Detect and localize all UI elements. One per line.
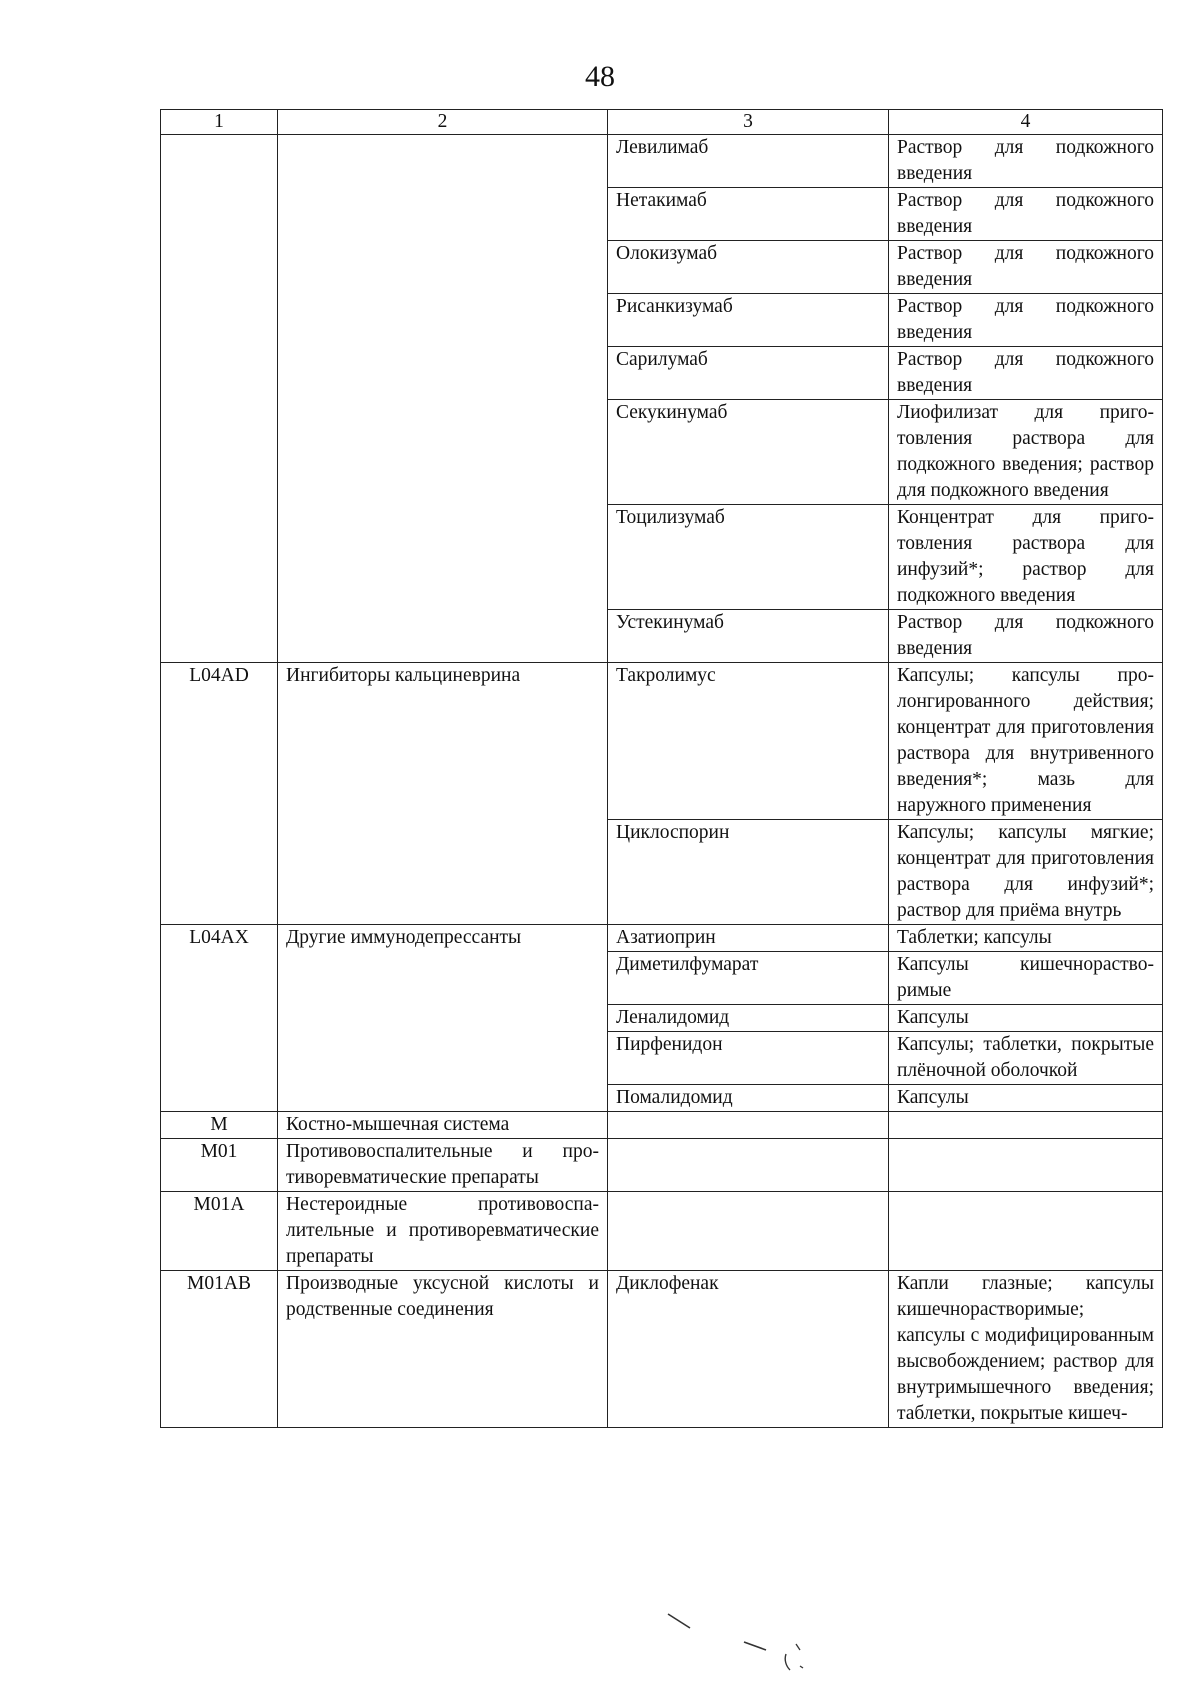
header-cell-1: 1	[161, 110, 278, 135]
atc-code-cell: L04AD	[161, 663, 278, 925]
drug-name-cell: Сарилумаб	[608, 347, 889, 400]
dosage-form-cell: Капсулы; капсулы мягкие; концентрат для приготовления раствора для инфузий*; раствор для приёма внутрь	[889, 820, 1163, 925]
dosage-form-cell: Раствор для подкожного введения	[889, 188, 1163, 241]
drug-name-cell: Устекинумаб	[608, 610, 889, 663]
table-row	[161, 135, 1163, 188]
dosage-form-cell: Раствор для подкожного введения	[889, 241, 1163, 294]
drug-name-cell: Помалидомид	[608, 1085, 889, 1112]
drug-name-cell: Олокизумаб	[608, 241, 889, 294]
dosage-form-cell: Капсулы; таблетки, покрытые плёночной оболочкой	[889, 1032, 1163, 1085]
dosage-form-cell	[889, 1139, 1163, 1192]
header-row	[161, 110, 1163, 135]
header-cell-2: 2	[278, 110, 608, 135]
drug-name-cell: Диклофенак	[608, 1271, 889, 1428]
dosage-form-cell: Раствор для подкожного введения	[889, 135, 1163, 188]
drug-name-cell: Левилимаб	[608, 135, 889, 188]
drug-name-cell: Тоцилизумаб	[608, 505, 889, 610]
dosage-form-cell: Лиофилизат для приготовления раствора для подкожного введения; раствор для подкожного введения	[889, 400, 1163, 505]
atc-code-cell: M01A	[161, 1192, 278, 1271]
header-cell-4: 4	[889, 110, 1163, 135]
table-row	[161, 1192, 1163, 1271]
dosage-form-cell: Капсулы	[889, 1005, 1163, 1032]
table-row	[161, 663, 1163, 820]
atc-code-cell: M	[161, 1112, 278, 1139]
dosage-form-cell: Раствор для подкожного введения	[889, 347, 1163, 400]
atc-code-cell: L04AX	[161, 925, 278, 1112]
drug-name-cell: Диметилфумарат	[608, 952, 889, 1005]
table-row	[161, 1112, 1163, 1139]
dosage-form-cell	[889, 1192, 1163, 1271]
table-row	[161, 1139, 1163, 1192]
dosage-form-cell: Капли глазные; капсулы кишечнорастворимые; капсулы с модифицированным высвобождением; раствор для внутримышечного введения; таблетки, покрытые кишеч-	[889, 1271, 1163, 1428]
group-name-cell: Нестероидные противовоспалительные и противоревматические препараты	[278, 1192, 608, 1271]
drug-name-cell: Азатиоприн	[608, 925, 889, 952]
dosage-form-cell	[889, 1112, 1163, 1139]
drug-name-cell: Циклоспорин	[608, 820, 889, 925]
drug-name-cell: Леналидомид	[608, 1005, 889, 1032]
dosage-form-cell: Раствор для подкожного введения	[889, 610, 1163, 663]
dosage-form-cell: Капсулы кишечнорастворимые	[889, 952, 1163, 1005]
group-name-cell: Противовоспалительные и противоревматические препараты	[278, 1139, 608, 1192]
group-name-cell	[278, 135, 608, 663]
drug-name-cell	[608, 1112, 889, 1139]
drug-name-cell: Пирфенидон	[608, 1032, 889, 1085]
drug-name-cell: Нетакимаб	[608, 188, 889, 241]
group-name-cell: Производные уксусной кислоты и родственные соединения	[278, 1271, 608, 1428]
atc-code-cell: M01	[161, 1139, 278, 1192]
drug-name-cell	[608, 1192, 889, 1271]
drug-name-cell: Рисанкизумаб	[608, 294, 889, 347]
drug-name-cell: Секукинумаб	[608, 400, 889, 505]
header-cell-3: 3	[608, 110, 889, 135]
drug-name-cell	[608, 1139, 889, 1192]
dosage-form-cell: Капсулы	[889, 1085, 1163, 1112]
dosage-form-cell: Таблетки; капсулы	[889, 925, 1163, 952]
group-name-cell: Ингибиторы кальциневрина	[278, 663, 608, 925]
group-name-cell: Другие иммунодепрессанты	[278, 925, 608, 1112]
group-name-cell: Костно-мышечная система	[278, 1112, 608, 1139]
atc-code-cell: M01AB	[161, 1271, 278, 1428]
table-row	[161, 1271, 1163, 1428]
atc-code-cell	[161, 135, 278, 663]
page-number: 48	[585, 60, 615, 93]
dosage-form-cell: Концентрат для приготовления раствора для инфузий*; раствор для подкожного введения	[889, 505, 1163, 610]
drug-table	[160, 109, 1163, 1428]
dosage-form-cell: Капсулы; капсулы пролонгированного действия; концентрат для приготовления раствора для внутривенного введения*; мазь для наружного применения	[889, 663, 1163, 820]
dosage-form-cell: Раствор для подкожного введения	[889, 294, 1163, 347]
drug-name-cell: Такролимус	[608, 663, 889, 820]
table-row	[161, 925, 1163, 952]
